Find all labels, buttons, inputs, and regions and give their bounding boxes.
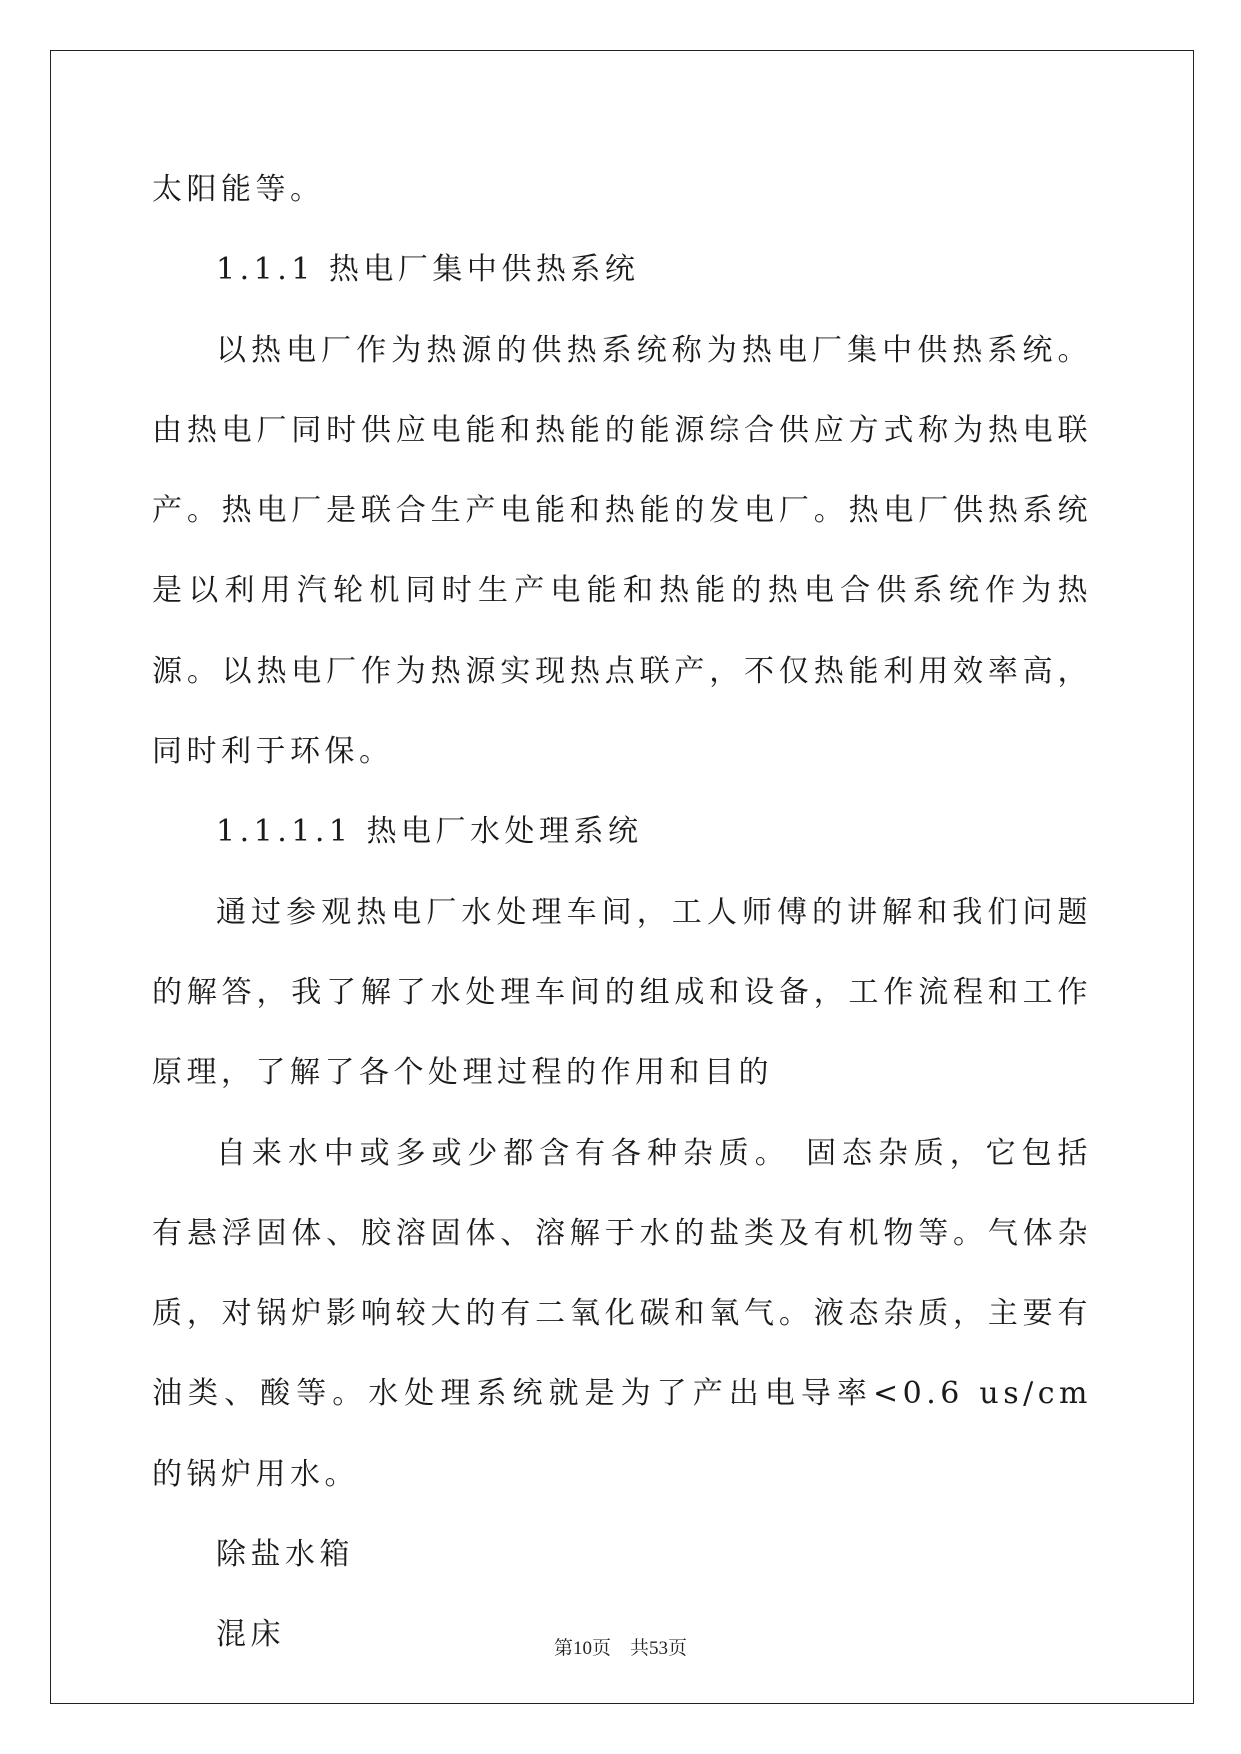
total-suffix: 页: [668, 1638, 688, 1659]
page-label-suffix: 页: [591, 1638, 611, 1659]
total-pages: 53: [649, 1638, 669, 1659]
page-number: 10: [572, 1638, 592, 1659]
document-body: [152, 150, 1092, 1676]
section-heading-1-1-1: 1.1.1 热电厂集中供热系统: [216, 252, 640, 288]
item-mixed-bed: 混床: [216, 1617, 285, 1653]
paragraph-continuation: 太阳能等。: [152, 172, 325, 207]
paragraph-visit: 通过参观热电厂水处理车间，工人师傅的讲解和我们问题的解答，我了解了水处理车间的组成和设备，工作流程和工作原理，了解了各个处理过程的作用和目的: [152, 894, 1092, 1091]
paragraph-impurities: 自来水中或多或少都含有各种杂质。 固态杂质，它包括有悬浮固体、胶溶固体、溶解于水的盐类及有机物等。气体杂质，对锅炉影响较大的有二氧化碳和氧气。液态杂质，主要有油类、酸等。水处理系统就是为了产出电导率<0.6 us/cm 的锅炉用水。: [152, 1135, 1092, 1492]
page-footer: [0, 1633, 1241, 1660]
section-heading-1-1-1-1: 1.1.1.1 热电厂水处理系统: [216, 814, 643, 850]
item-desalted-water-tank: 除盐水箱: [216, 1537, 354, 1573]
total-prefix: 共: [630, 1638, 650, 1659]
page-label-prefix: 第: [553, 1638, 573, 1659]
paragraph-chp-intro: 以热电厂作为热源的供热系统称为热电厂集中供热系统。由热电厂同时供应电能和热能的能源综合供应方式称为热电联产。热电厂是联合生产电能和热能的发电厂。热电厂供热系统是以利用汽轮机同时生产电能和热能的热电合供系统作为热源。以热电厂作为热源实现热点联产，不仅热能利用效率高，同时利于环保。: [152, 332, 1092, 770]
